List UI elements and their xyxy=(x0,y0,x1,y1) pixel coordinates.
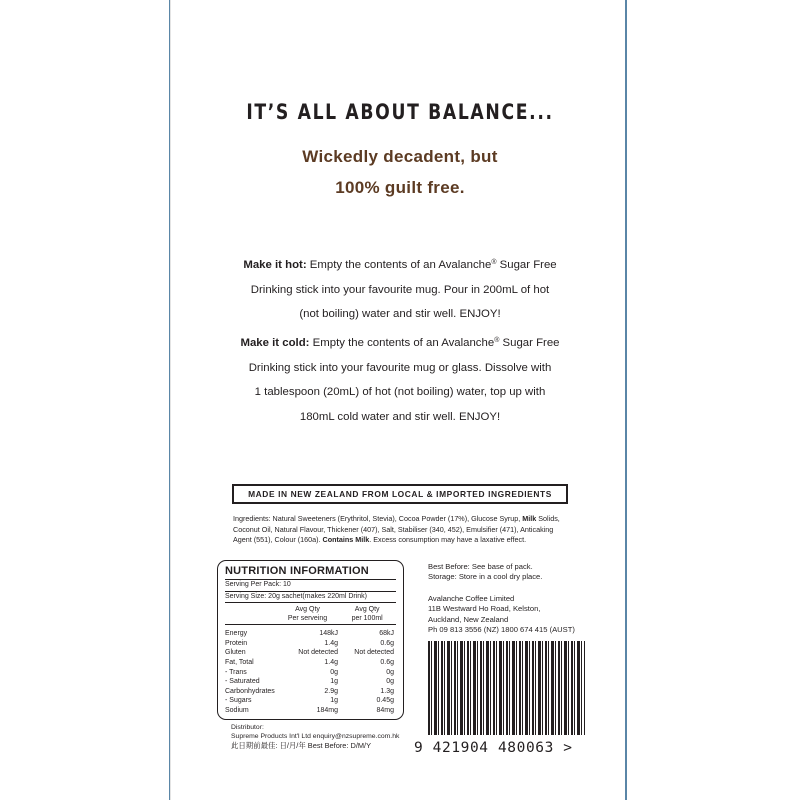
barcode-number: 9 421904 480063 > xyxy=(414,740,573,756)
tagline-line-2: 100% guilt free. xyxy=(335,178,465,197)
registered-mark: ® xyxy=(491,259,497,266)
nutrition-row xyxy=(225,648,396,658)
best-before-bilingual: 此日期前最佳: 日/月/年 Best Before: D/M/Y xyxy=(231,741,372,750)
divider xyxy=(225,579,396,580)
ingredients-allergen-milk: Milk xyxy=(522,514,537,523)
cold-line-2: Drinking stick into your favourite mug or glass. Dissolve with xyxy=(248,361,552,374)
contains-milk-warning: Contains Milk xyxy=(322,535,370,545)
nutrient-per-serve: 2.9g xyxy=(324,687,338,695)
hot-line-1a: Empty the contents of an Avalanche xyxy=(306,259,492,271)
tagline-line-1: Wickedly decadent, but xyxy=(302,147,498,166)
made-in-nz-banner: MADE IN NEW ZEALAND FROM LOCAL & IMPORTED INGREDIENTS xyxy=(232,484,568,504)
nutrient-per-100ml: 0.45g xyxy=(376,697,394,705)
barcode-bars xyxy=(428,641,585,735)
make-it-hot-instructions xyxy=(200,253,600,327)
distributor-label: Distributor: xyxy=(231,724,264,731)
divider xyxy=(225,602,396,603)
ingredients-text-1: Ingredients: Natural Sweeteners (Erythritol, Stevia), Cocoa Powder (17%), Glucose Syrup, xyxy=(233,514,523,523)
nutrient-name: Fat, Total xyxy=(225,658,254,666)
col-header-100-a: Avg Qty xyxy=(354,606,380,614)
nutrient-per-100ml: 0g xyxy=(386,668,394,676)
registered-mark: ® xyxy=(494,337,500,344)
nutrition-row xyxy=(225,658,396,668)
best-before-storage xyxy=(428,562,608,582)
nutrient-name: Energy xyxy=(225,630,248,638)
nutrient-name: Carbonhydrates xyxy=(225,687,275,695)
servings-per-pack: Serving Per Pack: 10 xyxy=(225,581,291,588)
storage-line: Storage: Store in a cool dry place. xyxy=(428,572,543,581)
nutrition-row xyxy=(225,696,396,706)
nutrient-per-100ml: 0.6g xyxy=(380,658,394,666)
nutrition-title: NUTRITION INFORMATION xyxy=(225,565,369,577)
hot-label: Make it hot: xyxy=(243,259,307,271)
nutrient-name: Gluten xyxy=(225,649,246,657)
company-address-2: Auckland, New Zealand xyxy=(428,614,509,624)
cold-line-4: 180mL cold water and stir well. ENJOY! xyxy=(299,410,501,423)
company-name: Avalanche Coffee Limited xyxy=(428,594,515,603)
nutrition-header xyxy=(225,606,396,623)
headline: IT’S ALL ABOUT BALANCE... xyxy=(246,100,554,124)
cold-line-1b: Sugar Free xyxy=(499,337,560,349)
nutrition-row xyxy=(225,629,396,639)
nutrient-per-serve: 1.4g xyxy=(324,639,338,647)
cold-label: Make it cold: xyxy=(240,337,310,349)
nutrient-per-serve: 0g xyxy=(330,668,338,676)
best-before-line: Best Before: See base of pack. xyxy=(428,562,533,571)
serving-size: Serving Size: 20g sachet(makes 220ml Drink) xyxy=(225,592,368,600)
hot-line-1b: Sugar Free xyxy=(496,259,557,271)
nutrient-per-100ml: 68kJ xyxy=(379,630,394,638)
nutrient-name: Sodium xyxy=(225,706,249,714)
nutrient-per-100ml: 1.3g xyxy=(380,687,394,695)
col-header-serve-b: Per serveing xyxy=(287,614,328,622)
distributor-info xyxy=(231,724,431,751)
col-header-serve-a: Avg Qty xyxy=(295,606,320,614)
nutrient-name: - Saturated xyxy=(225,678,260,686)
divider xyxy=(225,591,396,592)
hot-line-2: Drinking stick into your favourite mug. Pour in 200mL of hot xyxy=(250,283,550,296)
cold-line-1a: Empty the contents of an Avalanche xyxy=(309,337,495,349)
nutrient-name: - Sugars xyxy=(225,697,252,705)
nutrient-name: - Trans xyxy=(225,668,247,676)
nutrient-per-serve: 1g xyxy=(330,697,338,705)
ingredients-list xyxy=(233,514,573,546)
company-phone: Ph 09 813 3556 (NZ) 1800 674 415 (AUST) xyxy=(428,625,575,635)
nutrition-row xyxy=(225,677,396,687)
ingredients-text-2: Solids, Coconut Oil, Natural Flavour, Thickener (407), Salt, Stabiliser (340, 452), Emulsifier (471), Anticaking Agent (551), Colour (160a). xyxy=(233,514,560,545)
company-address-1: 11B Westward Ho Road, Kelston, xyxy=(428,604,541,614)
nutrient-per-100ml: 84mg xyxy=(376,706,394,714)
make-it-cold-instructions xyxy=(200,331,600,429)
col-header-100-b: per 100ml xyxy=(351,614,383,622)
nutrition-panel xyxy=(217,560,404,720)
nutrient-per-100ml: 0g xyxy=(386,678,394,686)
nutrient-per-serve: 1g xyxy=(330,678,338,686)
nutrient-per-serve: Not detected xyxy=(298,649,338,657)
divider xyxy=(225,624,396,625)
nutrient-per-100ml: Not detected xyxy=(354,649,394,657)
cold-line-3: 1 tablespoon (20mL) of hot (not boiling) water, top up with xyxy=(254,386,546,398)
ingredients-text-3: . Excess consumption may have a laxative effect. xyxy=(369,535,527,545)
distributor-line: Supreme Products Int'l Ltd enquiry@nzsupreme.com.hk xyxy=(231,732,400,740)
nutrient-per-100ml: 0.6g xyxy=(380,639,394,647)
nutrient-per-serve: 1.4g xyxy=(324,658,338,666)
nutrition-rows xyxy=(225,629,396,715)
hot-line-3: (not boiling) water and stir well. ENJOY! xyxy=(299,308,501,320)
nutrition-row xyxy=(225,668,396,678)
nutrient-per-serve: 184mg xyxy=(316,706,338,714)
nutrient-name: Protein xyxy=(225,639,248,647)
nutrient-per-serve: 148kJ xyxy=(319,630,338,638)
company-address xyxy=(428,594,618,636)
nutrition-row xyxy=(225,687,396,697)
nutrition-row xyxy=(225,639,396,649)
nutrition-row xyxy=(225,706,396,716)
